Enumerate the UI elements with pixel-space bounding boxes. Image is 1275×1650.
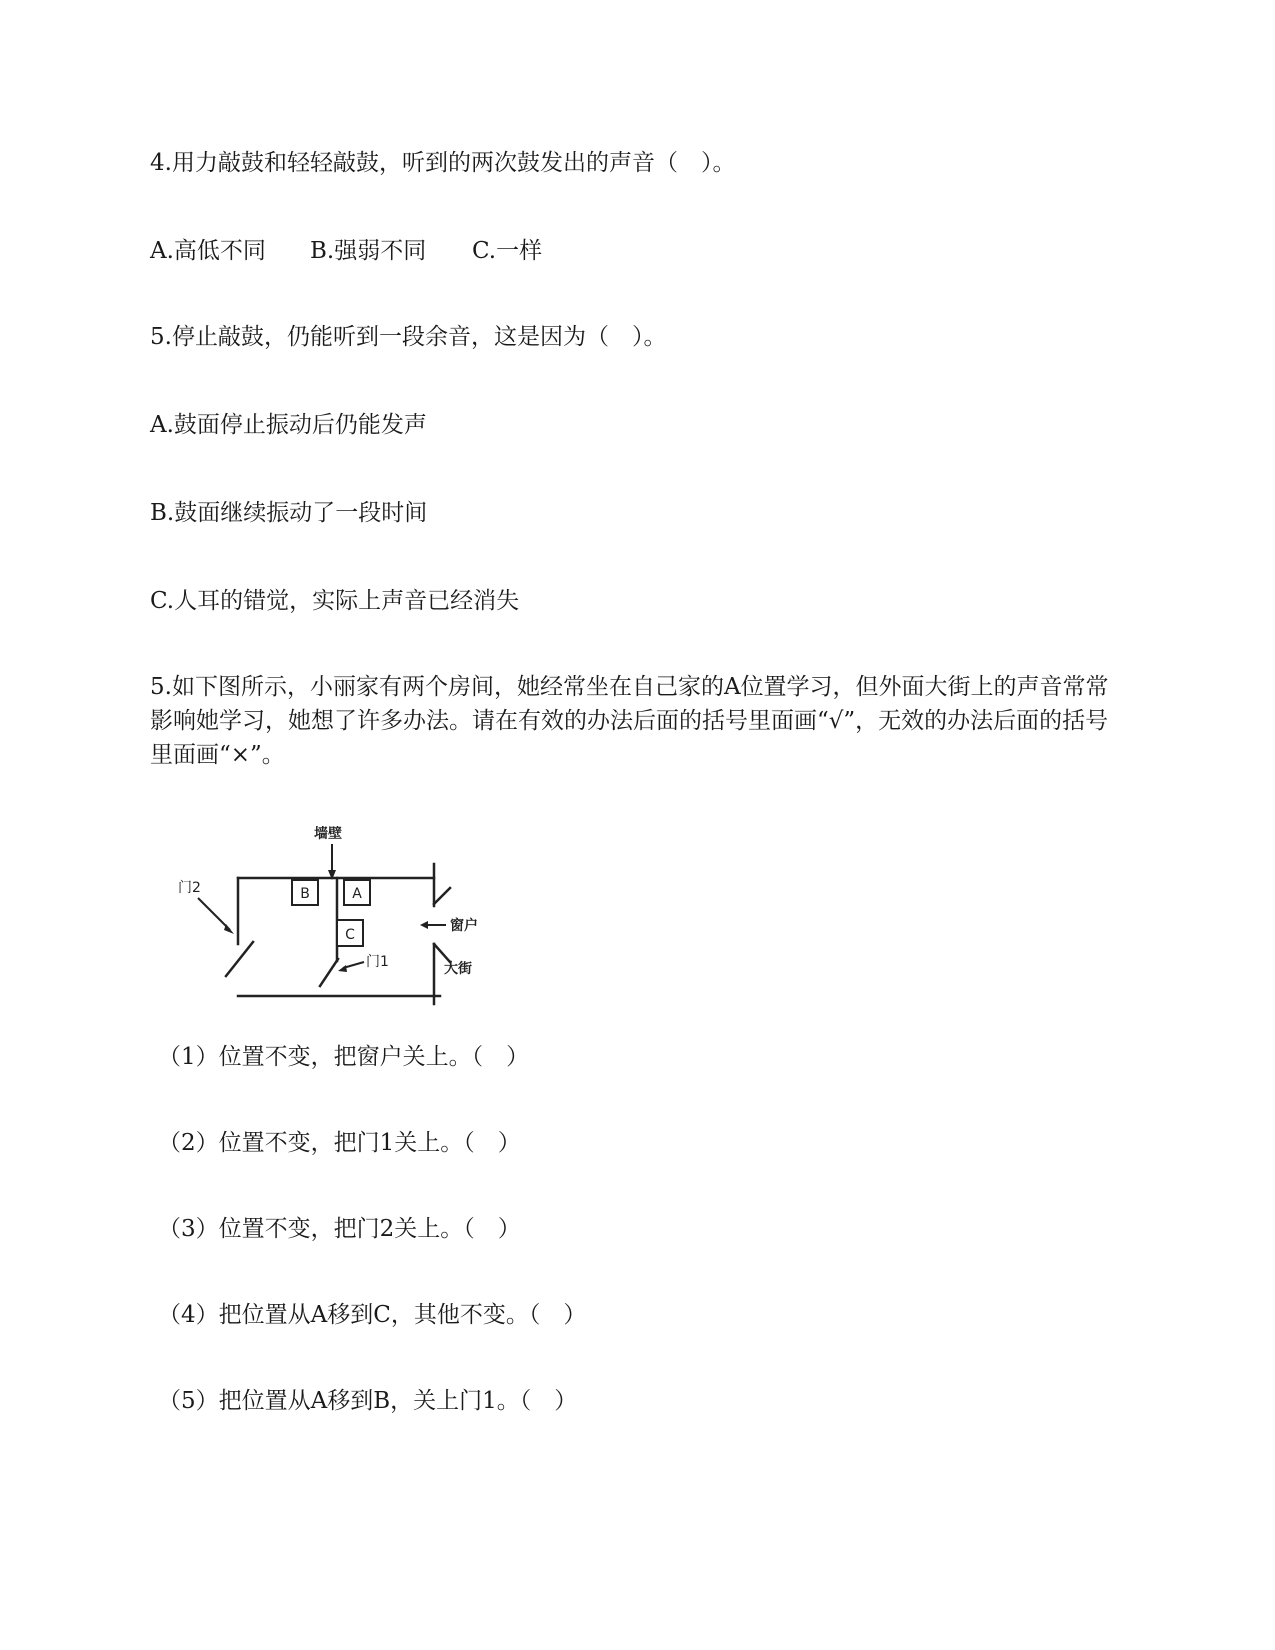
sub-item-1: （1）位置不变，把窗户关上。（ ） xyxy=(158,1044,530,1070)
room-floor-plan-diagram xyxy=(178,826,518,1026)
question-5b-stem: 5.如下图所示，小丽家有两个房间，她经常坐在自己家的A位置学习，但外面大街上的声音常常影响她学习，她想了许多办法。请在有效的办法后面的括号里面画“√”，无效的办法后面的括号里面画“×”。 xyxy=(150,674,1109,768)
door-1-label: 门1 xyxy=(366,954,389,970)
option-c: C.一样 xyxy=(472,238,543,264)
window-pointer-head xyxy=(420,921,428,929)
question-5-option-a: A.鼓面停止振动后仍能发声 xyxy=(150,412,427,438)
position-b-label: B xyxy=(300,886,310,902)
window-label: 窗户 xyxy=(450,918,478,934)
question-4-stem: 4.用力敲鼓和轻轻敲鼓，听到的两次鼓发出的声音（ ）。 xyxy=(150,150,736,176)
option-a: A.高低不同 xyxy=(150,238,266,264)
position-c-label: C xyxy=(345,927,355,943)
position-a-label: A xyxy=(352,886,362,902)
window-flap-upper xyxy=(434,888,450,904)
question-5-stem: 5.停止敲鼓，仍能听到一段余音，这是因为（ ）。 xyxy=(150,324,667,350)
door-2-label: 门2 xyxy=(178,880,201,896)
option-b: B.强弱不同 xyxy=(310,238,427,264)
question-5-option-c: C.人耳的错觉，实际上声音已经消失 xyxy=(150,588,520,614)
window-flap-lower xyxy=(434,944,450,962)
door-1-leaf xyxy=(320,959,338,986)
question-5-option-b: B.鼓面继续振动了一段时间 xyxy=(150,500,428,526)
door-1-pointer-head xyxy=(338,965,347,972)
question-4-options xyxy=(150,234,542,268)
sub-item-3: （3）位置不变，把门2关上。（ ） xyxy=(158,1216,521,1242)
door-2-leaf xyxy=(226,942,253,976)
sub-item-2: （2）位置不变，把门1关上。（ ） xyxy=(158,1130,521,1156)
wall-label: 墙壁 xyxy=(314,826,342,842)
sub-item-5: （5）把位置从A移到B，关上门1。（ ） xyxy=(158,1388,578,1414)
door-2-pointer xyxy=(198,898,230,930)
street-label: 大街 xyxy=(444,961,472,977)
door-2-pointer-head xyxy=(224,924,234,934)
sub-item-4: （4）把位置从A移到C，其他不变。（ ） xyxy=(158,1302,587,1328)
